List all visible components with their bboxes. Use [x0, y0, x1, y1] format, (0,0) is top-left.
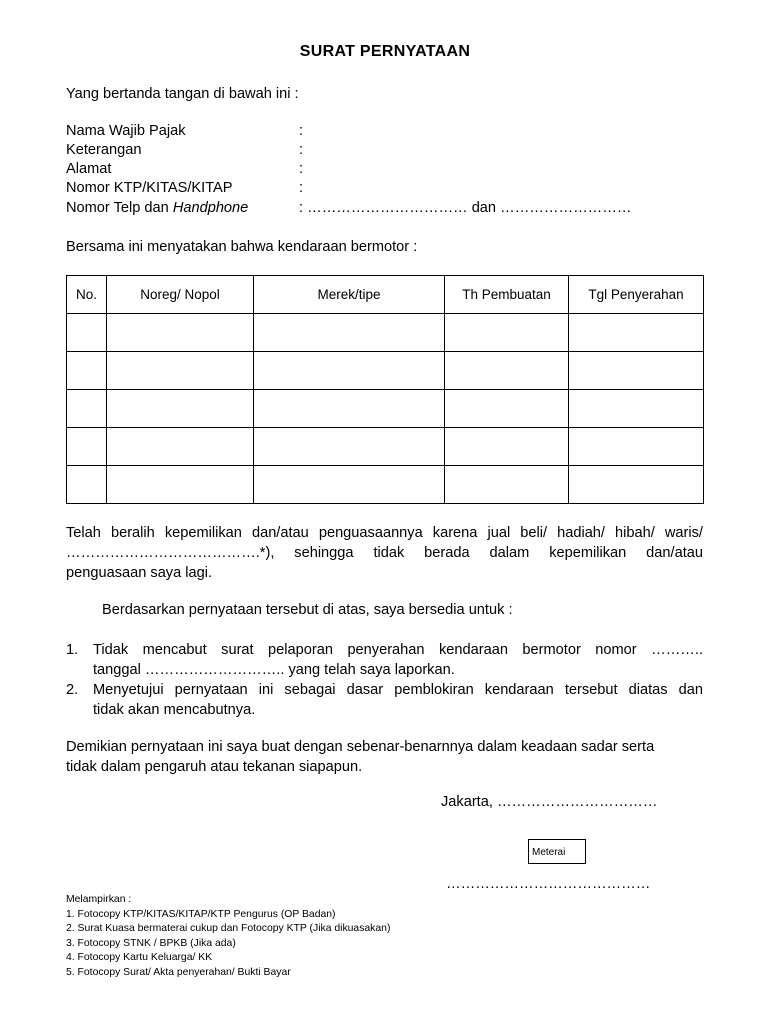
table-cell[interactable]: [107, 466, 254, 504]
place-date: Jakarta, ……………………………: [441, 794, 658, 810]
table-cell[interactable]: [67, 352, 107, 390]
column-header-no: No.: [67, 276, 107, 314]
document-title: SURAT PERNYATAAN: [299, 43, 471, 60]
field-value-ktp: :: [299, 180, 304, 196]
table-header-row: [67, 276, 704, 314]
commitment-list: [66, 640, 703, 720]
list-item-number: 2.: [66, 682, 79, 698]
closing-line-2: tidak dalam pengaruh atau tekanan siapapun.: [66, 759, 363, 775]
field-label-telp: [66, 199, 248, 218]
table-cell[interactable]: [254, 352, 445, 390]
transfer-paragraph: [66, 523, 703, 583]
list-item-line-2: tanggal ……………………….. yang telah saya laporkan.: [93, 662, 455, 678]
table-row: [67, 466, 704, 504]
column-header-tgl-penyerahan: Tgl Penyerahan: [569, 276, 704, 314]
table-cell[interactable]: [107, 428, 254, 466]
table-cell[interactable]: [569, 352, 704, 390]
table-row: [67, 428, 704, 466]
signature-name-line: ……………………………………: [446, 876, 651, 892]
list-item-line-1: Tidak mencabut surat pelaporan penyerahan kendaraan bermotor nomor ………..: [93, 642, 703, 658]
list-item: [66, 680, 703, 720]
list-item: 5. Fotocopy Surat/ Akta penyerahan/ Bukti Bayar: [66, 966, 291, 978]
table-cell[interactable]: [569, 428, 704, 466]
transfer-line-2: ………………………………….*), sehingga tidak berada dalam kepemilikan dan/atau: [66, 545, 703, 561]
table-row: [67, 390, 704, 428]
attachments-list: [66, 893, 390, 980]
field-label-alamat: Alamat: [66, 161, 112, 177]
table-cell[interactable]: [67, 390, 107, 428]
table-cell[interactable]: [254, 428, 445, 466]
field-label-telp-prefix: Nomor Telp dan: [66, 200, 173, 216]
column-header-noreg: Noreg/ Nopol: [107, 276, 254, 314]
table-cell[interactable]: [107, 352, 254, 390]
table-row: [67, 314, 704, 352]
field-label-keterangan: Keterangan: [66, 142, 142, 158]
vehicle-table: [66, 275, 704, 504]
attachments-heading: Melampirkan :: [66, 894, 132, 905]
table-cell[interactable]: [107, 314, 254, 352]
intro-text: Yang bertanda tangan di bawah ini :: [66, 86, 299, 102]
field-label-telp-italic: Handphone: [172, 200, 249, 216]
table-cell[interactable]: [254, 466, 445, 504]
transfer-line-3: penguasaan saya lagi.: [66, 565, 213, 581]
meterai-stamp-box: [528, 839, 586, 864]
table-cell[interactable]: [445, 314, 569, 352]
table-cell[interactable]: [254, 390, 445, 428]
table-cell[interactable]: [107, 390, 254, 428]
field-label-nama: Nama Wajib Pajak: [66, 123, 186, 139]
table-cell[interactable]: [445, 466, 569, 504]
field-value-nama: :: [299, 123, 304, 139]
field-value-telp: : …………………………… dan ………………………: [299, 200, 632, 216]
table-cell[interactable]: [569, 466, 704, 504]
list-item-number: 1.: [66, 642, 79, 658]
table-cell[interactable]: [67, 428, 107, 466]
meterai-label: Meterai: [532, 847, 566, 858]
list-item-line-1: Menyetujui pernyataan ini sebagai dasar pemblokiran kendaraan tersebut diatas dan: [93, 682, 703, 698]
table-cell[interactable]: [445, 352, 569, 390]
table-cell[interactable]: [67, 314, 107, 352]
table-cell[interactable]: [569, 314, 704, 352]
column-header-merek: Merek/tipe: [254, 276, 445, 314]
list-item: [66, 640, 703, 680]
list-item: 1. Fotocopy KTP/KITAS/KITAP/KTP Pengurus (OP Badan): [66, 908, 336, 920]
list-item-line-2: tidak akan mencabutnya.: [93, 702, 256, 718]
table-row: [67, 352, 704, 390]
table-cell[interactable]: [67, 466, 107, 504]
table-cell[interactable]: [445, 390, 569, 428]
field-value-alamat: :: [299, 161, 304, 177]
field-label-ktp: Nomor KTP/KITAS/KITAP: [66, 180, 233, 196]
basis-text: Berdasarkan pernyataan tersebut di atas, saya bersedia untuk :: [102, 602, 513, 618]
vehicle-intro: Bersama ini menyatakan bahwa kendaraan bermotor :: [66, 239, 418, 255]
table-cell[interactable]: [569, 390, 704, 428]
list-item: 4. Fotocopy Kartu Keluarga/ KK: [66, 952, 213, 963]
transfer-line-1: Telah beralih kepemilikan dan/atau penguasaannya karena jual beli/ hadiah/ hibah/ waris/: [66, 525, 703, 541]
closing-line-1: Demikian pernyataan ini saya buat dengan sebenar-benarnnya dalam keadaan sadar serta: [66, 739, 655, 755]
column-header-th-pembuatan: Th Pembuatan: [445, 276, 569, 314]
list-item: 3. Fotocopy STNK / BPKB (Jika ada): [66, 937, 236, 949]
table-cell[interactable]: [445, 428, 569, 466]
table-cell[interactable]: [254, 314, 445, 352]
field-value-keterangan: :: [299, 142, 304, 158]
closing-paragraph: [66, 737, 703, 777]
list-item: 2. Surat Kuasa bermaterai cukup dan Fotocopy KTP (Jika dikuasakan): [66, 923, 391, 934]
